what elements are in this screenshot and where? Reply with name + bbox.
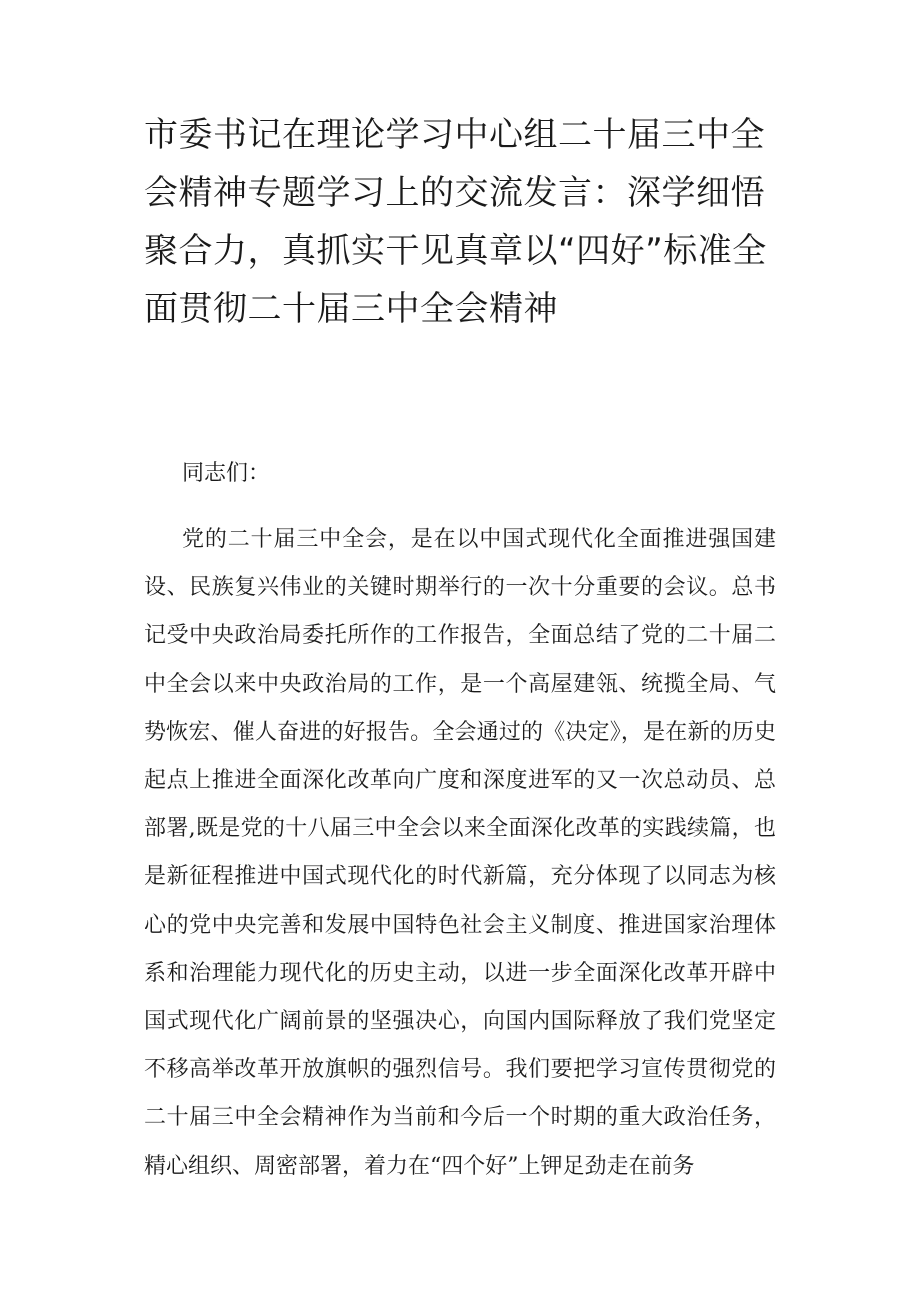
body-paragraph: 党的二十届三中全会，是在以中国式现代化全面推进强国建设、民族复兴伟业的关键时期举行的一次十分重要的会议。总书记受中央政治局委托所作的工作报告，全面总结了党的二十届二中全会以来中央政治局的工作，是一个高屋建瓴、统揽全局、气势恢宏、催人奋进的好报告。全会通过的《决定》，是在新的历史起点上推进全面深化改革向广度和深度进军的又一次总动员、总部署,既是党的十八届三中全会以来全面深化改革的实践续篇，也是新征程推进中国式现代化的时代新篇，充分体现了以同志为核心的党中央完善和发展中国特色社会主义制度、推进国家治理体系和治理能力现代化的历史主动，以进一步全面深化改革开辟中国式现代化广阔前景的坚强决心，向国内国际释放了我们党坚定不移高举改革开放旗帜的强烈信号。我们要把学习宣传贯彻党的二十届三中全会精神作为当前和今后一个时期的重大政治任务，精心组织、周密部署，着力在“四个好”上钾足劲走在前务 [144,527,776,1179]
salutation: 同志们： [182,461,271,486]
document-title: 市委书记在理论学习中心组二十届三中全会精神专题学习上的交流发言：深学细悟聚合力，真抓实干见真章以“四好”标准全面贯彻二十届三中全会精神 [144,115,767,329]
